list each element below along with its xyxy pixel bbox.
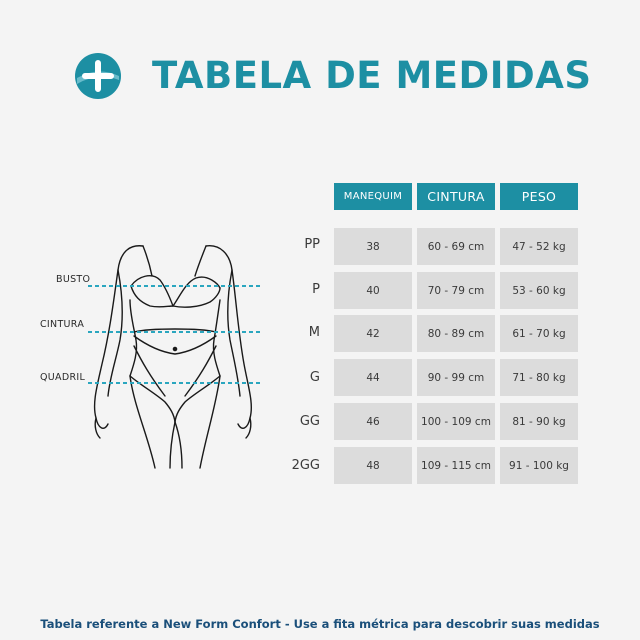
waist-label: CINTURA: [40, 319, 85, 330]
column-header-manequim: MANEQUIM: [334, 183, 412, 210]
bust-label: BUSTO: [56, 274, 91, 285]
hip-label: QUADRIL: [40, 372, 86, 383]
table-cell-cintura: 100 - 109 cm: [417, 403, 495, 440]
page-title: TABELA DE MEDIDAS: [152, 54, 592, 97]
size-label: P: [312, 282, 320, 297]
table-cell-peso: 81 - 90 kg: [500, 403, 578, 440]
table-cell-manequim: 44: [334, 359, 412, 396]
table-cell-peso: 61 - 70 kg: [500, 315, 578, 352]
table-cell-manequim: 42: [334, 315, 412, 352]
table-cell-peso: 71 - 80 kg: [500, 359, 578, 396]
size-label: M: [308, 325, 320, 340]
column-header-cintura: CINTURA: [417, 183, 495, 210]
table-cell-peso: 91 - 100 kg: [500, 447, 578, 484]
table-cell-peso: 47 - 52 kg: [500, 228, 578, 265]
size-label: G: [309, 370, 320, 385]
table-cell-cintura: 80 - 89 cm: [417, 315, 495, 352]
table-cell-peso: 53 - 60 kg: [500, 272, 578, 309]
size-label: PP: [304, 237, 320, 252]
column-header-peso: PESO: [500, 183, 578, 210]
table-cell-manequim: 48: [334, 447, 412, 484]
table-cell-cintura: 70 - 79 cm: [417, 272, 495, 309]
footer-note: Tabela referente a New Form Confort - Use a fita métrica para descobrir suas medidas: [40, 617, 600, 631]
table-cell-manequim: 46: [334, 403, 412, 440]
table-cell-cintura: 109 - 115 cm: [417, 447, 495, 484]
size-label: GG: [299, 414, 320, 429]
body-silhouette-illustration: [30, 236, 280, 472]
table-cell-manequim: 38: [334, 228, 412, 265]
table-cell-cintura: 60 - 69 cm: [417, 228, 495, 265]
plus-circle-icon: [74, 52, 122, 100]
size-label: 2GG: [291, 458, 320, 473]
table-cell-manequim: 40: [334, 272, 412, 309]
table-cell-cintura: 90 - 99 cm: [417, 359, 495, 396]
